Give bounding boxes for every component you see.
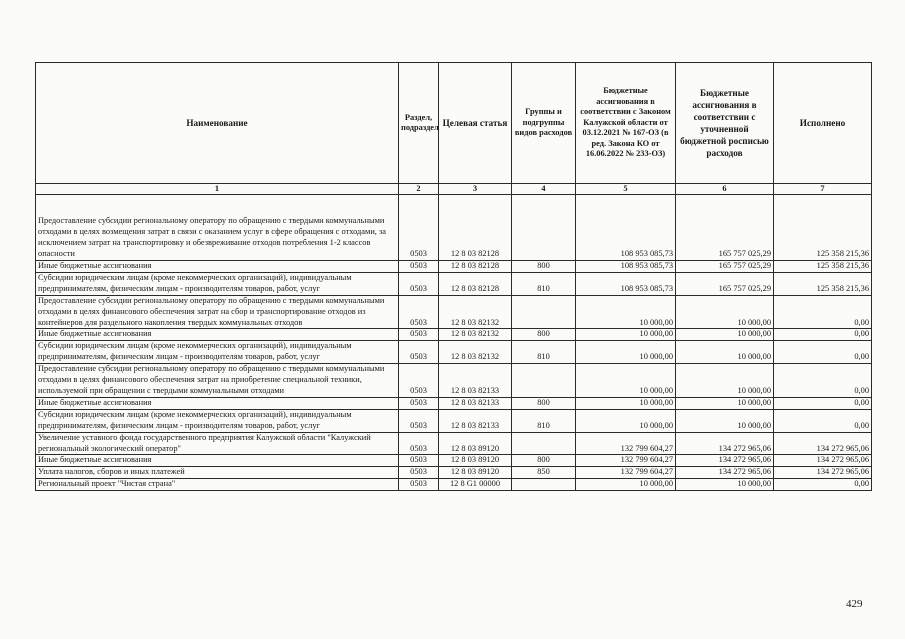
column-number: 2 — [399, 184, 439, 195]
row-executed-amount-cell: 134 272 965,06 — [774, 432, 872, 455]
row-group-cell: 800 — [512, 329, 576, 341]
row-name-cell: Региональный проект "Чистая страна" — [36, 479, 399, 491]
row-refined-amount-cell: 10 000,00 — [676, 341, 774, 364]
row-target-cell: 12 8 03 82128 — [439, 195, 512, 261]
row-target-cell: 12 8 03 89120 — [439, 467, 512, 479]
row-group-cell: 800 — [512, 455, 576, 467]
row-section-cell: 0503 — [399, 295, 439, 329]
row-group-cell — [512, 479, 576, 491]
column-number: 4 — [512, 184, 576, 195]
row-section-cell: 0503 — [399, 341, 439, 364]
row-law-amount-cell: 10 000,00 — [576, 341, 676, 364]
column-number: 1 — [36, 184, 399, 195]
row-group-cell — [512, 364, 576, 398]
row-executed-amount-cell: 134 272 965,06 — [774, 467, 872, 479]
row-refined-amount-cell: 10 000,00 — [676, 397, 774, 409]
row-group-cell: 810 — [512, 272, 576, 295]
row-name-cell: Иные бюджетные ассигнования — [36, 397, 399, 409]
row-refined-amount-cell: 10 000,00 — [676, 329, 774, 341]
column-number: 3 — [439, 184, 512, 195]
row-section-cell: 0503 — [399, 261, 439, 273]
row-executed-amount-cell: 125 358 215,36 — [774, 261, 872, 273]
row-law-amount-cell: 132 799 604,27 — [576, 455, 676, 467]
table-row — [36, 329, 872, 341]
row-section-cell: 0503 — [399, 272, 439, 295]
row-executed-amount-cell: 0,00 — [774, 364, 872, 398]
row-name-cell: Предоставление субсидии региональному оператору по обращению с твердыми коммунальными отходами в целях финансового обеспечения затрат на сбор и транспортирование отходов из контейнеров для раздельного накопления твердых коммунальных отходов — [36, 295, 399, 329]
row-target-cell: 12 8 03 82133 — [439, 364, 512, 398]
table-row — [36, 455, 872, 467]
header-done: Исполнено — [774, 63, 872, 184]
row-executed-amount-cell: 0,00 — [774, 397, 872, 409]
table-row — [36, 195, 872, 261]
row-section-cell: 0503 — [399, 432, 439, 455]
row-target-cell: 12 8 03 82132 — [439, 341, 512, 364]
row-name-cell: Иные бюджетные ассигнования — [36, 455, 399, 467]
row-law-amount-cell: 10 000,00 — [576, 409, 676, 432]
row-executed-amount-cell: 125 358 215,36 — [774, 272, 872, 295]
row-group-cell — [512, 295, 576, 329]
row-target-cell: 12 8 03 82132 — [439, 329, 512, 341]
row-group-cell: 810 — [512, 341, 576, 364]
row-refined-amount-cell: 165 757 025,29 — [676, 195, 774, 261]
row-law-amount-cell: 132 799 604,27 — [576, 467, 676, 479]
row-target-cell: 12 8 03 82133 — [439, 409, 512, 432]
row-executed-amount-cell: 0,00 — [774, 479, 872, 491]
budget-table — [35, 62, 872, 491]
header-groups: Группы и подгруппы видов расходов — [512, 63, 576, 184]
row-section-cell: 0503 — [399, 467, 439, 479]
row-name-cell: Предоставление субсидии региональному оператору по обращению с твердыми коммунальными отходами в целях возмещения затрат в связи с оказанием услуг в сфере обращения с отходами, за исключением затрат на транспортировку и обезвреживание отходов потребления 1-2 классов опасности — [36, 195, 399, 261]
row-target-cell: 12 8 03 82128 — [439, 272, 512, 295]
row-target-cell: 12 8 03 89120 — [439, 432, 512, 455]
row-law-amount-cell: 10 000,00 — [576, 479, 676, 491]
table-row — [36, 467, 872, 479]
row-executed-amount-cell: 134 272 965,06 — [774, 455, 872, 467]
row-refined-amount-cell: 10 000,00 — [676, 364, 774, 398]
row-group-cell: 810 — [512, 409, 576, 432]
row-refined-amount-cell: 165 757 025,29 — [676, 261, 774, 273]
row-section-cell: 0503 — [399, 409, 439, 432]
row-section-cell: 0503 — [399, 364, 439, 398]
row-target-cell: 12 8 03 82133 — [439, 397, 512, 409]
row-refined-amount-cell: 165 757 025,29 — [676, 272, 774, 295]
row-group-cell: 800 — [512, 397, 576, 409]
header-row — [36, 63, 872, 184]
row-executed-amount-cell: 0,00 — [774, 329, 872, 341]
row-target-cell: 12 8 03 82128 — [439, 261, 512, 273]
row-group-cell — [512, 195, 576, 261]
row-section-cell: 0503 — [399, 329, 439, 341]
table-row — [36, 432, 872, 455]
row-name-cell: Увеличение уставного фонда государственного предприятия Калужской области "Калужский региональный экологический оператор" — [36, 432, 399, 455]
row-name-cell: Субсидии юридическим лицам (кроме некоммерческих организаций), индивидуальным предпринимателям, физическим лицам - производителям товаров, работ, услуг — [36, 272, 399, 295]
header-name: Наименование — [36, 63, 399, 184]
row-name-cell: Иные бюджетные ассигнования — [36, 329, 399, 341]
header-section: Раздел, подраздел — [399, 63, 439, 184]
row-refined-amount-cell: 134 272 965,06 — [676, 467, 774, 479]
table-row — [36, 341, 872, 364]
header-target: Целевая статья — [439, 63, 512, 184]
table-row — [36, 272, 872, 295]
row-target-cell: 12 8 03 89120 — [439, 455, 512, 467]
row-group-cell: 800 — [512, 261, 576, 273]
table-row — [36, 364, 872, 398]
row-section-cell: 0503 — [399, 195, 439, 261]
row-executed-amount-cell: 0,00 — [774, 295, 872, 329]
row-law-amount-cell: 132 799 604,27 — [576, 432, 676, 455]
row-name-cell: Субсидии юридическим лицам (кроме некоммерческих организаций), индивидуальным предпринимателям, физическим лицам - производителям товаров, работ, услуг — [36, 409, 399, 432]
header-refined: Бюджетные ассигнования в соответствии с уточненной бюджетной росписью расходов — [676, 63, 774, 184]
budget-table-sheet — [35, 62, 871, 491]
row-refined-amount-cell: 10 000,00 — [676, 479, 774, 491]
row-executed-amount-cell: 0,00 — [774, 409, 872, 432]
row-name-cell: Предоставление субсидии региональному оператору по обращению с твердыми коммунальными отходами в целях финансового обеспечения затрат на приобретение специальной техники, используемой при обращении с твердыми коммунальными отходами — [36, 364, 399, 398]
header-law: Бюджетные ассигнования в соответствии с Законом Калужской области от 03.12.2021 № 167-ОЗ (в ред. Закона КО от 16.06.2022 № 233-ОЗ) — [576, 63, 676, 184]
table-row — [36, 397, 872, 409]
row-law-amount-cell: 108 953 085,73 — [576, 272, 676, 295]
row-target-cell: 12 8 03 82132 — [439, 295, 512, 329]
row-section-cell: 0503 — [399, 455, 439, 467]
row-group-cell — [512, 432, 576, 455]
column-number: 7 — [774, 184, 872, 195]
page-number: 429 — [846, 598, 863, 610]
column-number: 5 — [576, 184, 676, 195]
row-name-cell: Субсидии юридическим лицам (кроме некоммерческих организаций), индивидуальным предпринимателям, физическим лицам - производителям товаров, работ, услуг — [36, 341, 399, 364]
row-executed-amount-cell: 125 358 215,36 — [774, 195, 872, 261]
row-law-amount-cell: 10 000,00 — [576, 329, 676, 341]
row-name-cell: Иные бюджетные ассигнования — [36, 261, 399, 273]
row-refined-amount-cell: 10 000,00 — [676, 295, 774, 329]
row-law-amount-cell: 108 953 085,73 — [576, 261, 676, 273]
row-executed-amount-cell: 0,00 — [774, 341, 872, 364]
table-row — [36, 261, 872, 273]
row-refined-amount-cell: 134 272 965,06 — [676, 455, 774, 467]
row-law-amount-cell: 10 000,00 — [576, 364, 676, 398]
row-target-cell: 12 8 G1 00000 — [439, 479, 512, 491]
row-name-cell: Уплата налогов, сборов и иных платежей — [36, 467, 399, 479]
row-section-cell: 0503 — [399, 479, 439, 491]
row-refined-amount-cell: 10 000,00 — [676, 409, 774, 432]
table-row — [36, 479, 872, 491]
row-group-cell: 850 — [512, 467, 576, 479]
row-refined-amount-cell: 134 272 965,06 — [676, 432, 774, 455]
column-number: 6 — [676, 184, 774, 195]
row-law-amount-cell: 10 000,00 — [576, 397, 676, 409]
column-number-row — [36, 184, 872, 195]
row-law-amount-cell: 10 000,00 — [576, 295, 676, 329]
table-row — [36, 409, 872, 432]
row-law-amount-cell: 108 953 085,73 — [576, 195, 676, 261]
table-row — [36, 295, 872, 329]
row-section-cell: 0503 — [399, 397, 439, 409]
